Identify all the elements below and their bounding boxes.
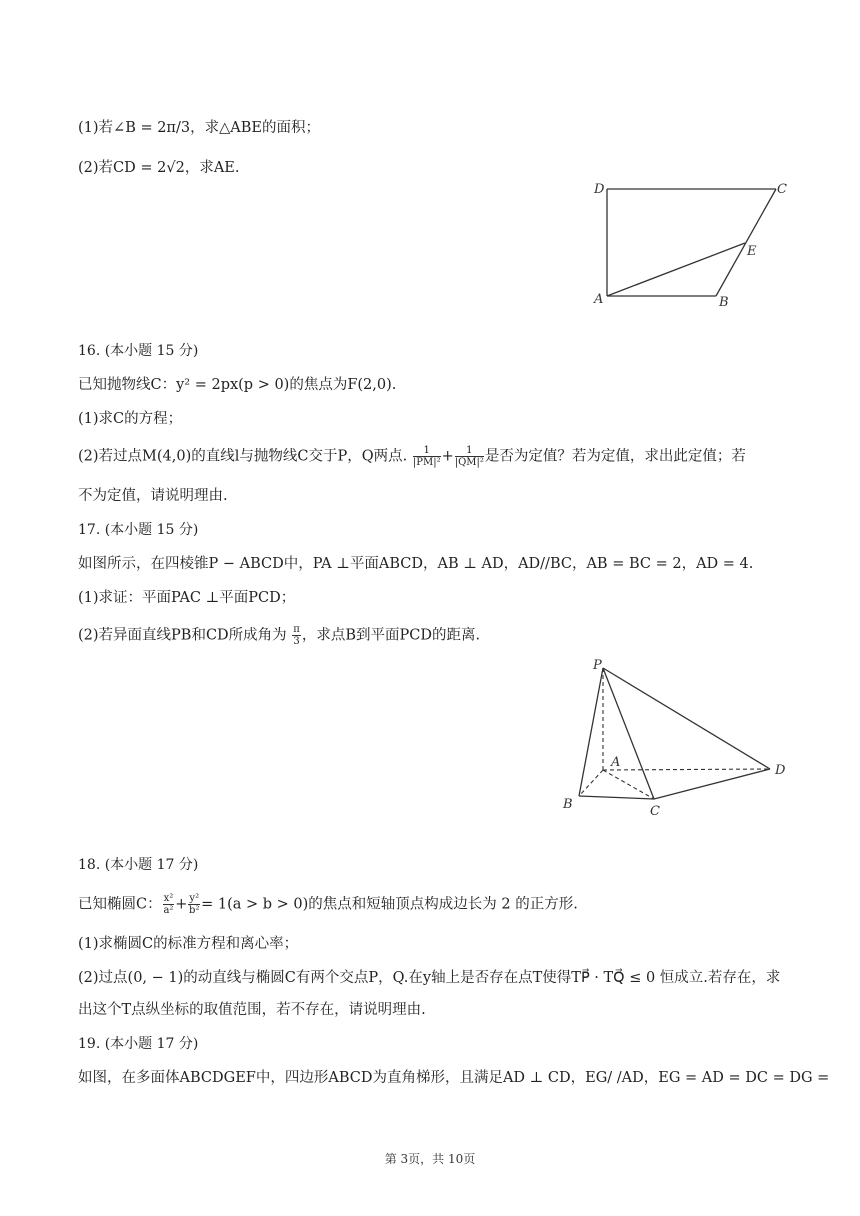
label-D: D	[775, 763, 786, 778]
label-A: A	[611, 755, 621, 770]
q15-part1: (1)若∠B = 2π/3，求△ABE的面积；	[78, 120, 320, 136]
fraction-1-over-qm2: $\frac{1}{\text{|QM|²}}$	[454, 445, 484, 468]
fraction-pi-over-3: $\frac{\pi}{3}$	[293, 624, 300, 647]
label-B: B	[719, 295, 729, 310]
q16-part2: (2)若过点M(4,0)的直线l与抛物线C交于P，Q两点. $\frac{1}{\text{|PM|²}}$ + $\frac{1}{\text{|QM|²}}$ 是否为定值？若为定值，求出此定值；若	[78, 445, 746, 468]
q17-heading: 17. (本小题 15 分)	[78, 522, 199, 538]
label-C: C	[777, 182, 787, 197]
label-D: D	[594, 182, 605, 197]
fraction-1-over-pm2: $\frac{1}{\text{|PM|²}}$	[412, 445, 441, 468]
q19-stem: 如图，在多面体ABCDGEF中，四边形ABCD为直角梯形，且满足AD ⊥ CD，EG/ /AD，EG = AD = DC = DG =	[78, 1070, 830, 1086]
q19-heading: 19. (本小题 17 分)	[78, 1036, 199, 1052]
fraction-y2-over-b2: $\frac{\text{y²}}{\text{b²}}$	[189, 893, 200, 916]
figure-trapezoid-abcd	[580, 175, 800, 315]
label-P: P	[593, 658, 602, 673]
label-B: B	[563, 797, 573, 812]
q18-part2-cont: 出这个T点纵坐标的取值范围，若不存在，请说明理由.	[78, 1002, 426, 1018]
q17-part1: (1)求证：平面PAC ⊥平面PCD；	[78, 590, 296, 606]
label-A: A	[594, 292, 604, 307]
q16-part1: (1)求C的方程；	[78, 411, 183, 427]
q16-heading: 16. (本小题 15 分)	[78, 343, 199, 359]
q17-part2: (2)若异面直线PB和CD所成角为 $\frac{\pi}{3}$ ，求点B到平面PCD的距离.	[78, 624, 481, 647]
q18-stem: 已知椭圆C： $\frac{\text{x²}}{\text{a²}}$ + $\frac{\text{y²}}{\text{b²}}$ = 1(a > b > 0)的焦点和短轴顶点构成边长为 2 的正方形.	[78, 893, 578, 916]
fraction-x2-over-a2: $\frac{\text{x²}}{\text{a²}}$	[163, 893, 174, 916]
label-E: E	[747, 244, 757, 259]
q15-part2: (2)若CD = 2√2，求AE.	[78, 160, 240, 176]
q18-part2: (2)过点(0, − 1)的动直线与椭圆C有两个交点P，Q.在y轴上是否存在点T使得TP⃗ · TQ⃗ ≤ 0 恒成立.若存在，求	[78, 970, 781, 986]
figure-pyramid-pabcd	[555, 655, 800, 825]
q18-heading: 18. (本小题 17 分)	[78, 857, 199, 873]
label-C: C	[650, 804, 660, 819]
q16-stem: 已知抛物线C：y² = 2px(p > 0)的焦点为F(2,0).	[78, 377, 397, 393]
q16-part2-cont: 不为定值，请说明理由.	[78, 488, 228, 504]
q18-part1: (1)求椭圆C的标准方程和离心率；	[78, 936, 299, 952]
q17-stem: 如图所示，在四棱锥P − ABCD中，PA ⊥平面ABCD，AB ⊥ AD，AD//BC，AB = BC = 2，AD = 4.	[78, 556, 754, 572]
page-footer: 第 3页，共 10页	[384, 1152, 476, 1166]
